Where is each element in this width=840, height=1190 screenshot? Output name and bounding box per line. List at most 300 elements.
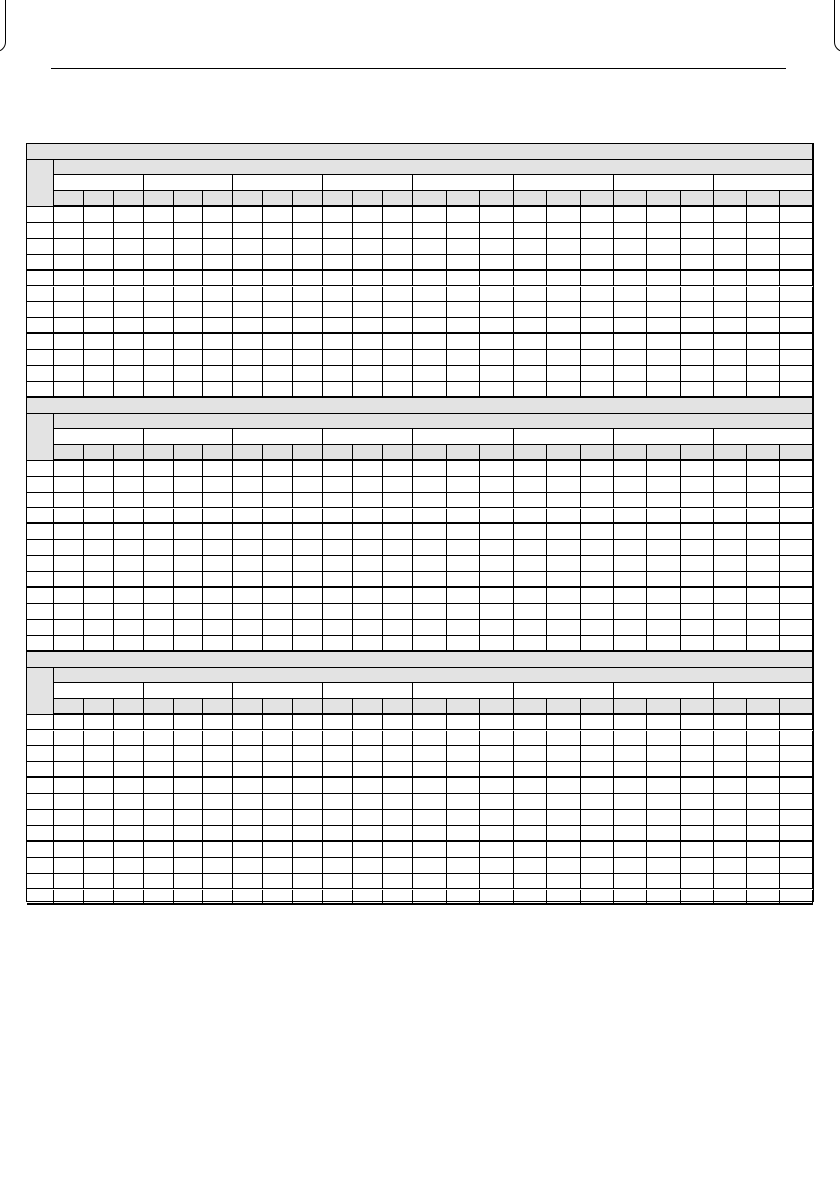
data-cell bbox=[54, 255, 84, 271]
data-cell bbox=[514, 826, 547, 842]
data-cell bbox=[714, 540, 747, 556]
data-cell bbox=[114, 746, 144, 762]
data-cell bbox=[233, 509, 263, 525]
sub-column-header bbox=[447, 191, 481, 207]
data-cell bbox=[647, 382, 680, 398]
data-cell bbox=[203, 540, 233, 556]
data-cell bbox=[293, 715, 323, 731]
data-cell bbox=[447, 858, 481, 874]
data-cell bbox=[614, 762, 647, 778]
sub-column-header bbox=[714, 699, 747, 715]
data-cell bbox=[547, 826, 580, 842]
data-cell bbox=[614, 524, 647, 540]
blank-grid-sheet bbox=[26, 143, 814, 902]
data-cell bbox=[233, 731, 263, 747]
data-cell bbox=[353, 239, 383, 255]
sub-column-header bbox=[480, 699, 514, 715]
data-cell bbox=[353, 556, 383, 572]
data-cell bbox=[514, 810, 547, 826]
data-cell bbox=[547, 524, 580, 540]
data-cell bbox=[514, 874, 547, 890]
data-cell bbox=[114, 604, 144, 620]
data-cell bbox=[144, 477, 174, 493]
data-cell bbox=[233, 207, 263, 223]
data-cell bbox=[413, 287, 447, 303]
data-cell bbox=[614, 461, 647, 477]
sub-column-header bbox=[263, 445, 293, 461]
data-cell bbox=[293, 746, 323, 762]
sub-column-header bbox=[383, 699, 413, 715]
data-cell bbox=[383, 524, 413, 540]
data-cell bbox=[681, 366, 714, 382]
data-cell bbox=[203, 334, 233, 350]
data-cell bbox=[614, 271, 647, 287]
data-cell bbox=[233, 858, 263, 874]
data-cell bbox=[114, 302, 144, 318]
data-cell bbox=[233, 826, 263, 842]
corner-header-cell bbox=[27, 160, 54, 207]
data-cell bbox=[480, 255, 514, 271]
row-label-cell bbox=[27, 287, 54, 303]
data-cell bbox=[747, 620, 780, 636]
data-cell bbox=[647, 572, 680, 588]
data-cell bbox=[413, 255, 447, 271]
data-cell bbox=[581, 556, 614, 572]
data-cell bbox=[114, 731, 144, 747]
data-cell bbox=[480, 826, 514, 842]
data-cell bbox=[263, 318, 293, 334]
data-cell bbox=[514, 334, 547, 350]
data-cell bbox=[480, 731, 514, 747]
data-cell bbox=[547, 255, 580, 271]
group-header-cell bbox=[233, 683, 323, 699]
data-cell bbox=[144, 715, 174, 731]
data-cell bbox=[114, 540, 144, 556]
sub-column-header bbox=[114, 445, 144, 461]
data-cell bbox=[203, 636, 233, 652]
data-cell bbox=[714, 604, 747, 620]
data-cell bbox=[84, 302, 114, 318]
data-cell bbox=[647, 524, 680, 540]
data-cell bbox=[263, 556, 293, 572]
data-cell bbox=[263, 540, 293, 556]
data-cell bbox=[323, 826, 353, 842]
data-cell bbox=[84, 794, 114, 810]
data-cell bbox=[547, 223, 580, 239]
data-cell bbox=[447, 239, 481, 255]
data-cell bbox=[144, 874, 174, 890]
data-cell bbox=[714, 461, 747, 477]
data-cell bbox=[293, 778, 323, 794]
sub-column-header bbox=[203, 191, 233, 207]
data-cell bbox=[353, 318, 383, 334]
data-cell bbox=[54, 223, 84, 239]
data-cell bbox=[780, 858, 813, 874]
data-cell bbox=[780, 223, 813, 239]
sub-column-header bbox=[747, 191, 780, 207]
data-cell bbox=[383, 810, 413, 826]
data-cell bbox=[747, 318, 780, 334]
data-cell bbox=[547, 890, 580, 906]
data-cell bbox=[681, 350, 714, 366]
data-cell bbox=[681, 794, 714, 810]
data-cell bbox=[647, 874, 680, 890]
data-cell bbox=[263, 477, 293, 493]
data-cell bbox=[514, 223, 547, 239]
data-cell bbox=[614, 620, 647, 636]
data-cell bbox=[647, 223, 680, 239]
data-cell bbox=[353, 810, 383, 826]
data-cell bbox=[54, 874, 84, 890]
data-cell bbox=[780, 350, 813, 366]
data-cell bbox=[84, 350, 114, 366]
sub-column-header bbox=[353, 699, 383, 715]
data-cell bbox=[780, 731, 813, 747]
data-cell bbox=[480, 493, 514, 509]
data-cell bbox=[54, 509, 84, 525]
sub-column-header bbox=[293, 699, 323, 715]
data-cell bbox=[647, 255, 680, 271]
data-cell bbox=[323, 746, 353, 762]
data-cell bbox=[514, 271, 547, 287]
data-cell bbox=[547, 350, 580, 366]
data-cell bbox=[383, 826, 413, 842]
data-cell bbox=[353, 334, 383, 350]
data-cell bbox=[323, 207, 353, 223]
sub-column-header bbox=[581, 191, 614, 207]
data-cell bbox=[647, 540, 680, 556]
group-header-cell bbox=[514, 429, 614, 445]
data-cell bbox=[447, 778, 481, 794]
sub-column-header bbox=[353, 191, 383, 207]
data-cell bbox=[581, 762, 614, 778]
sub-column-header bbox=[174, 445, 204, 461]
data-cell bbox=[780, 604, 813, 620]
data-cell bbox=[84, 207, 114, 223]
data-cell bbox=[480, 556, 514, 572]
data-cell bbox=[233, 350, 263, 366]
row-label-cell bbox=[27, 524, 54, 540]
data-cell bbox=[174, 874, 204, 890]
data-cell bbox=[353, 858, 383, 874]
data-cell bbox=[263, 524, 293, 540]
data-cell bbox=[174, 842, 204, 858]
group-header-cell bbox=[614, 683, 714, 699]
data-cell bbox=[547, 762, 580, 778]
data-cell bbox=[413, 826, 447, 842]
data-cell bbox=[714, 556, 747, 572]
data-cell bbox=[174, 620, 204, 636]
data-cell bbox=[353, 636, 383, 652]
data-cell bbox=[480, 287, 514, 303]
sub-column-header bbox=[54, 191, 84, 207]
data-cell bbox=[514, 604, 547, 620]
data-cell bbox=[293, 858, 323, 874]
data-cell bbox=[647, 746, 680, 762]
data-cell bbox=[293, 207, 323, 223]
data-cell bbox=[514, 461, 547, 477]
data-cell bbox=[581, 858, 614, 874]
data-cell bbox=[581, 382, 614, 398]
data-cell bbox=[714, 207, 747, 223]
data-cell bbox=[263, 778, 293, 794]
data-cell bbox=[614, 842, 647, 858]
data-cell bbox=[447, 620, 481, 636]
data-cell bbox=[614, 350, 647, 366]
row-label-cell bbox=[27, 842, 54, 858]
data-cell bbox=[323, 287, 353, 303]
sub-column-header bbox=[413, 445, 447, 461]
data-cell bbox=[647, 794, 680, 810]
data-cell bbox=[681, 509, 714, 525]
data-cell bbox=[263, 509, 293, 525]
data-cell bbox=[84, 810, 114, 826]
data-cell bbox=[263, 890, 293, 906]
data-cell bbox=[581, 874, 614, 890]
data-cell bbox=[614, 874, 647, 890]
data-cell bbox=[114, 794, 144, 810]
data-cell bbox=[263, 287, 293, 303]
data-cell bbox=[780, 572, 813, 588]
data-cell bbox=[780, 826, 813, 842]
sub-column-header bbox=[323, 445, 353, 461]
data-cell bbox=[413, 874, 447, 890]
data-cell bbox=[581, 778, 614, 794]
data-cell bbox=[514, 477, 547, 493]
data-cell bbox=[714, 794, 747, 810]
data-cell bbox=[681, 334, 714, 350]
sub-column-header bbox=[681, 191, 714, 207]
data-cell bbox=[681, 731, 714, 747]
data-cell bbox=[174, 524, 204, 540]
data-cell bbox=[233, 604, 263, 620]
data-cell bbox=[174, 762, 204, 778]
row-label-cell bbox=[27, 636, 54, 652]
data-cell bbox=[747, 604, 780, 620]
data-cell bbox=[383, 762, 413, 778]
data-cell bbox=[353, 890, 383, 906]
data-cell bbox=[323, 874, 353, 890]
data-cell bbox=[614, 858, 647, 874]
data-cell bbox=[233, 540, 263, 556]
data-cell bbox=[144, 524, 174, 540]
data-cell bbox=[383, 255, 413, 271]
data-cell bbox=[84, 636, 114, 652]
data-cell bbox=[293, 302, 323, 318]
data-cell bbox=[547, 794, 580, 810]
data-cell bbox=[747, 287, 780, 303]
data-cell bbox=[780, 762, 813, 778]
data-cell bbox=[581, 239, 614, 255]
data-cell bbox=[144, 826, 174, 842]
data-cell bbox=[54, 588, 84, 604]
data-cell bbox=[383, 794, 413, 810]
data-cell bbox=[681, 636, 714, 652]
data-cell bbox=[480, 318, 514, 334]
data-cell bbox=[614, 302, 647, 318]
data-cell bbox=[747, 239, 780, 255]
data-cell bbox=[413, 318, 447, 334]
data-cell bbox=[114, 509, 144, 525]
data-cell bbox=[54, 239, 84, 255]
data-cell bbox=[480, 588, 514, 604]
data-cell bbox=[54, 207, 84, 223]
data-cell bbox=[747, 207, 780, 223]
data-cell bbox=[480, 302, 514, 318]
data-cell bbox=[383, 287, 413, 303]
data-cell bbox=[174, 778, 204, 794]
data-cell bbox=[174, 572, 204, 588]
data-cell bbox=[353, 350, 383, 366]
data-cell bbox=[480, 858, 514, 874]
data-cell bbox=[263, 731, 293, 747]
data-cell bbox=[780, 794, 813, 810]
data-cell bbox=[84, 715, 114, 731]
sub-column-header bbox=[581, 699, 614, 715]
data-cell bbox=[780, 540, 813, 556]
row-label-cell bbox=[27, 382, 54, 398]
data-cell bbox=[413, 572, 447, 588]
data-cell bbox=[353, 746, 383, 762]
data-cell bbox=[780, 382, 813, 398]
data-cell bbox=[323, 318, 353, 334]
data-cell bbox=[114, 842, 144, 858]
data-cell bbox=[681, 556, 714, 572]
data-cell bbox=[714, 493, 747, 509]
data-cell bbox=[681, 826, 714, 842]
data-cell bbox=[203, 826, 233, 842]
data-cell bbox=[233, 334, 263, 350]
data-cell bbox=[780, 810, 813, 826]
data-cell bbox=[447, 287, 481, 303]
group-header-cell bbox=[54, 175, 144, 191]
data-cell bbox=[54, 556, 84, 572]
data-cell bbox=[780, 746, 813, 762]
data-cell bbox=[614, 382, 647, 398]
sub-column-header bbox=[413, 699, 447, 715]
data-cell bbox=[514, 255, 547, 271]
data-cell bbox=[293, 493, 323, 509]
data-cell bbox=[263, 715, 293, 731]
data-cell bbox=[84, 556, 114, 572]
data-cell bbox=[547, 810, 580, 826]
data-cell bbox=[447, 461, 481, 477]
data-cell bbox=[353, 572, 383, 588]
data-cell bbox=[174, 509, 204, 525]
data-cell bbox=[84, 540, 114, 556]
sub-column-header bbox=[780, 699, 813, 715]
sub-column-header bbox=[84, 445, 114, 461]
data-cell bbox=[547, 842, 580, 858]
data-cell bbox=[353, 302, 383, 318]
data-cell bbox=[581, 842, 614, 858]
data-cell bbox=[54, 271, 84, 287]
data-cell bbox=[681, 874, 714, 890]
data-cell bbox=[647, 302, 680, 318]
data-cell bbox=[747, 255, 780, 271]
data-cell bbox=[84, 604, 114, 620]
data-cell bbox=[780, 302, 813, 318]
data-cell bbox=[747, 810, 780, 826]
data-cell bbox=[647, 588, 680, 604]
data-cell bbox=[114, 715, 144, 731]
group-header-cell bbox=[714, 683, 813, 699]
data-cell bbox=[681, 493, 714, 509]
sub-column-header bbox=[353, 445, 383, 461]
row-label-cell bbox=[27, 556, 54, 572]
data-cell bbox=[84, 509, 114, 525]
data-cell bbox=[447, 350, 481, 366]
data-cell bbox=[714, 874, 747, 890]
data-cell bbox=[353, 493, 383, 509]
data-cell bbox=[547, 271, 580, 287]
data-cell bbox=[747, 890, 780, 906]
data-cell bbox=[480, 746, 514, 762]
data-cell bbox=[447, 826, 481, 842]
data-cell bbox=[233, 715, 263, 731]
data-cell bbox=[614, 540, 647, 556]
row-label-cell bbox=[27, 540, 54, 556]
data-cell bbox=[547, 715, 580, 731]
data-cell bbox=[174, 287, 204, 303]
corner-header-cell bbox=[27, 414, 54, 461]
data-cell bbox=[413, 223, 447, 239]
data-cell bbox=[174, 477, 204, 493]
data-cell bbox=[144, 556, 174, 572]
data-cell bbox=[233, 556, 263, 572]
data-cell bbox=[293, 810, 323, 826]
sub-column-header bbox=[233, 699, 263, 715]
data-cell bbox=[233, 890, 263, 906]
data-cell bbox=[293, 636, 323, 652]
sub-column-header bbox=[714, 191, 747, 207]
data-cell bbox=[714, 382, 747, 398]
data-cell bbox=[514, 715, 547, 731]
data-cell bbox=[174, 461, 204, 477]
data-cell bbox=[413, 778, 447, 794]
row-label-cell bbox=[27, 810, 54, 826]
data-cell bbox=[514, 207, 547, 223]
data-cell bbox=[447, 223, 481, 239]
data-cell bbox=[144, 509, 174, 525]
sub-column-header bbox=[323, 699, 353, 715]
data-cell bbox=[353, 255, 383, 271]
sub-column-header bbox=[547, 699, 580, 715]
sub-column-header bbox=[647, 445, 680, 461]
data-cell bbox=[614, 318, 647, 334]
data-cell bbox=[144, 540, 174, 556]
data-cell bbox=[747, 223, 780, 239]
data-cell bbox=[293, 382, 323, 398]
row-label-cell bbox=[27, 255, 54, 271]
sub-column-header bbox=[144, 699, 174, 715]
data-cell bbox=[581, 366, 614, 382]
data-cell bbox=[647, 858, 680, 874]
data-cell bbox=[263, 350, 293, 366]
data-cell bbox=[323, 524, 353, 540]
data-cell bbox=[84, 493, 114, 509]
row-label-cell bbox=[27, 477, 54, 493]
data-cell bbox=[581, 350, 614, 366]
data-cell bbox=[84, 572, 114, 588]
data-cell bbox=[681, 604, 714, 620]
data-cell bbox=[681, 287, 714, 303]
data-cell bbox=[480, 223, 514, 239]
data-cell bbox=[581, 461, 614, 477]
data-cell bbox=[413, 636, 447, 652]
data-cell bbox=[514, 588, 547, 604]
data-cell bbox=[114, 350, 144, 366]
